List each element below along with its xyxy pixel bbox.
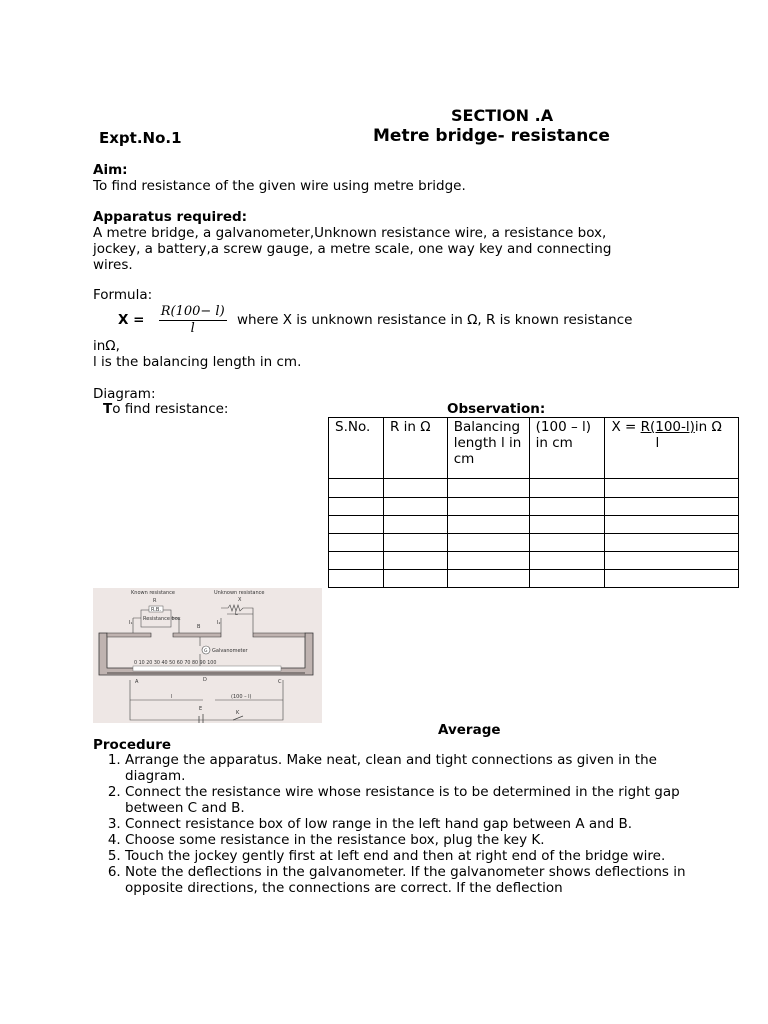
formula-desc-line3: l is the balancing length in cm. (93, 354, 302, 370)
label-scale: 0 10 20 30 40 50 60 70 80 90 100 (134, 661, 217, 666)
table-row (329, 570, 739, 588)
table-row (329, 552, 739, 570)
table-cell (383, 498, 447, 516)
apparatus-heading: Apparatus required: (93, 209, 248, 225)
label-b: B (197, 624, 201, 630)
procedure-step: 6. Note the deflections in the galvanometer. If the galvanometer shows deflections in opposite directions, the connections are correct. If the deflection (125, 864, 715, 896)
label-galvanometer: Galvanometer (212, 648, 248, 654)
table-cell (447, 479, 529, 498)
diagram-subheading-initial: T (103, 401, 113, 417)
column-header: R in Ω (383, 418, 447, 479)
procedure-heading: Procedure (93, 737, 172, 753)
label-l-top: L (235, 611, 238, 617)
table-cell (383, 552, 447, 570)
scale-ruler (133, 666, 281, 671)
table-cell (329, 516, 384, 534)
procedure-step: 2. Connect the resistance wire whose resistance is to be determined in the right gap between C and B. (125, 784, 715, 816)
label-x: X (238, 597, 242, 603)
metre-bridge-diagram (93, 588, 322, 723)
table-cell (605, 534, 739, 552)
label-l: l (171, 694, 173, 700)
experiment-number: Expt.No.1 (99, 129, 182, 147)
procedure-step: 3. Connect resistance box of low range in the left hand gap between A and B. (125, 816, 715, 832)
apparatus-text: A metre bridge, a galvanometer,Unknown resistance wire, a resistance box, jockey, a battery,a screw gauge, a metre scale, one way key and connecting wires. (93, 225, 612, 273)
label-e: E (199, 706, 203, 712)
column-header: S.No. (329, 418, 384, 479)
procedure-list (93, 752, 715, 896)
formula-desc-line2: inΩ, (93, 338, 120, 354)
column-header: (100 – l) in cm (529, 418, 605, 479)
formula-description: where X is unknown resistance in Ω, R is known resistance (236, 312, 633, 328)
label-a: A (135, 679, 139, 685)
aim-section (93, 162, 693, 194)
table-cell (447, 552, 529, 570)
average-label: Average (438, 722, 501, 738)
table-cell (329, 570, 384, 588)
table-cell (447, 534, 529, 552)
formula-lhs: X = (118, 312, 145, 328)
table-cell (329, 498, 384, 516)
procedure-step: 5. Touch the jockey gently first at left end and then at right end of the bridge wire. (125, 848, 715, 864)
apparatus-section (93, 209, 653, 273)
diagram-subheading-rest: o find resistance: (112, 401, 229, 417)
aim-text: To find resistance of the given wire using metre bridge. (93, 178, 466, 194)
label-unknown: Unknown resistance (214, 590, 265, 596)
table-cell (605, 479, 739, 498)
column-header-result (605, 418, 739, 479)
table-cell (529, 516, 605, 534)
table-cell (605, 552, 739, 570)
table-cell (447, 516, 529, 534)
label-d: D (203, 677, 207, 683)
formula-line (118, 304, 632, 336)
table-cell (329, 534, 384, 552)
label-i1: I₁ (129, 620, 133, 626)
table-cell (605, 570, 739, 588)
label-k: K (236, 710, 240, 716)
label-rb: R.B. (151, 607, 161, 613)
label-r: R (153, 598, 157, 604)
table-cell (529, 552, 605, 570)
label-g: G (204, 649, 208, 654)
procedure-step: 1. Arrange the apparatus. Make neat, clean and tight connections as given in the diagram. (125, 752, 715, 784)
observation-table (328, 417, 739, 588)
col5-formula: R(100-l) (640, 419, 695, 435)
diagram-heading: Diagram: (93, 386, 156, 402)
table-cell (329, 552, 384, 570)
table-cell (529, 479, 605, 498)
table-cell (447, 570, 529, 588)
aim-heading: Aim: (93, 162, 128, 178)
diagram-subheading (103, 401, 228, 417)
table-row (329, 516, 739, 534)
table-cell (529, 570, 605, 588)
col5-prefix: X = (611, 419, 641, 435)
formula-fraction (159, 304, 227, 336)
table-cell (529, 498, 605, 516)
label-i2: I₂ (217, 620, 221, 626)
table-row (329, 479, 739, 498)
label-100-minus-l: (100 – l) (231, 694, 252, 700)
label-known: Known resistance (131, 590, 175, 596)
procedure-step: 4. Choose some resistance in the resistance box, plug the key K. (125, 832, 715, 848)
table-cell (383, 534, 447, 552)
formula-numerator: R(100− l) (160, 304, 225, 319)
table-cell (447, 498, 529, 516)
table-cell (605, 516, 739, 534)
table-cell (529, 534, 605, 552)
formula-denominator: l (190, 321, 195, 336)
table-cell (383, 570, 447, 588)
col5-suffix: in Ω (694, 419, 722, 435)
table-cell (605, 498, 739, 516)
column-header: Balancing length l in cm (447, 418, 529, 479)
document-title: Metre bridge- resistance (373, 126, 610, 146)
section-label: SECTION .A (451, 106, 554, 125)
observation-heading: Observation: (447, 401, 546, 417)
table-row (329, 498, 739, 516)
observation-header-row (329, 418, 739, 479)
label-resbox: Resistance box (143, 616, 181, 622)
col5-denominator: l (655, 435, 660, 451)
table-row (329, 534, 739, 552)
label-c: C (278, 679, 282, 685)
observation-body (329, 479, 739, 588)
table-cell (329, 479, 384, 498)
formula-heading: Formula: (93, 287, 153, 303)
table-cell (383, 479, 447, 498)
table-cell (383, 516, 447, 534)
